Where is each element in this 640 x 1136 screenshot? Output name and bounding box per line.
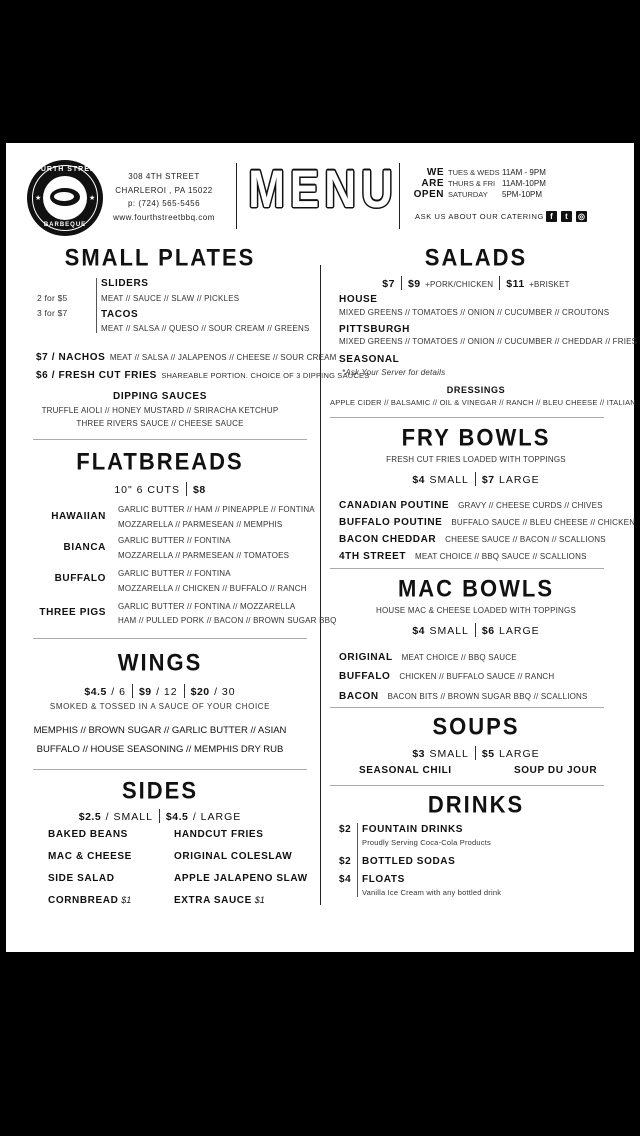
hours-time: 5PM-10PM [502, 190, 543, 199]
star-icon: ★ [35, 195, 42, 202]
flatbread-desc-2: HAM // PULLED PORK // BACON // BROWN SUGAR BBQ [118, 616, 337, 625]
combo-divider [96, 278, 97, 333]
price-separator [475, 623, 476, 637]
price-separator [184, 684, 185, 698]
restaurant-logo [27, 160, 103, 236]
instagram-icon[interactable]: ◎ [576, 211, 587, 222]
logo-top-text: FOURTH STREET [29, 166, 101, 173]
soups-price-small: $3 [412, 748, 426, 760]
mac-bowl-item [339, 686, 588, 704]
price-separator [159, 809, 160, 823]
drink-desc: Proudly Serving Coca-Cola Products [362, 838, 491, 847]
soup-seasonal-chili: SEASONAL CHILI [359, 765, 452, 776]
section-divider [33, 439, 307, 440]
side-item: APPLE JALAPENO SLAW [174, 873, 308, 884]
soups-price-large: $5 [481, 748, 495, 760]
wings-note: SMOKED & TOSSED IN A SAUCE OF YOUR CHOICE [49, 702, 271, 711]
sides-heading: SIDES [121, 776, 199, 805]
mac-bowls-size-small: SMALL [429, 625, 469, 637]
side-item: ORIGINAL COLESLAW [174, 851, 293, 862]
twitter-icon[interactable]: t [561, 211, 572, 222]
opening-hours [406, 167, 606, 200]
fry-bowl-item [339, 512, 635, 530]
salads-pork-note: +PORK/CHICKEN [425, 280, 494, 289]
catering-note: ASK US ABOUT OUR CATERING [415, 212, 544, 221]
fry-bowl-name: BUFFALO POUTINE [339, 517, 443, 528]
price-separator [132, 684, 133, 698]
soups-size-small: SMALL [429, 748, 469, 760]
mac-bowl-name: BACON [339, 691, 379, 702]
flatbread-desc-2: MOZZARELLA // PARMESEAN // MEMPHIS [118, 520, 283, 529]
address-block [110, 170, 218, 224]
nachos-row [36, 347, 337, 365]
side-item-name: CORNBREAD [48, 895, 119, 906]
fry-bowl-desc: BUFFALO SAUCE // BLEU CHEESE // CHICKEN [451, 518, 636, 527]
mac-bowls-price-large: $6 [481, 625, 495, 637]
fry-bowl-desc: GRAVY // CHEESE CURDS // CHIVES [458, 501, 603, 510]
salad-desc: MIXED GREENS // TOMATOES // ONION // CUCUMBER // CROUTONS [339, 308, 610, 317]
side-item-extra-sauce [174, 895, 265, 906]
salads-heading: SALADS [424, 243, 528, 272]
salad-desc: *Ask Your Server for details [342, 368, 446, 377]
wings-price-30: $20 [190, 686, 210, 698]
flatbreads-price: $8 [192, 484, 206, 496]
drink-price: $4 [339, 874, 352, 885]
side-item: MAC & CHEESE [48, 851, 132, 862]
hours-days: TUES & WEDS [448, 168, 500, 177]
combo-3-for-7: 3 for $7 [37, 308, 68, 318]
wings-qty-30: / 30 [214, 686, 236, 698]
flatbread-name: HAWAIIAN [51, 511, 106, 522]
salads-brisket-note: +BRISKET [529, 280, 570, 289]
fry-bowls-price-large: $7 [481, 474, 495, 486]
drink-name: FLOATS [362, 874, 405, 885]
salads-price-base: $7 [382, 278, 395, 290]
hours-days: THURS & FRI [448, 179, 496, 188]
flatbread-name: THREE PIGS [39, 607, 106, 618]
flatbread-desc-1: GARLIC BUTTER // FONTINA // MOZZARELLA [118, 602, 296, 611]
wings-qty-12: / 12 [156, 686, 178, 698]
wings-qty-6: / 6 [111, 686, 126, 698]
mac-bowls-price-row [330, 621, 622, 639]
side-item-price: $1 [254, 895, 265, 905]
fry-bowls-subtitle: FRESH CUT FRIES LOADED WITH TOPPINGS [386, 455, 566, 464]
side-item: BAKED BEANS [48, 829, 128, 840]
soup-du-jour: SOUP DU JOUR [514, 765, 598, 776]
mac-bowl-item [339, 647, 517, 665]
hours-label: WE [426, 167, 444, 178]
fry-bowl-item [339, 546, 587, 564]
hours-label: ARE [421, 178, 444, 189]
soups-size-large: LARGE [499, 748, 540, 760]
flatbreads-size: 10" 6 CUTS [114, 484, 180, 496]
fries-row [36, 365, 369, 383]
small-plates-heading: SMALL PLATES [64, 243, 256, 272]
drink-price: $2 [339, 824, 352, 835]
fry-bowls-size-small: SMALL [429, 474, 469, 486]
section-divider [330, 785, 604, 786]
mac-bowls-price-small: $4 [412, 625, 426, 637]
salad-name: HOUSE [339, 294, 378, 305]
tacos-name: TACOS [101, 309, 139, 320]
section-divider [330, 417, 604, 418]
price-separator [499, 276, 500, 290]
flatbread-desc-2: MOZZARELLA // CHICKEN // BUFFALO // RANCH [118, 584, 307, 593]
flatbreads-price-row [33, 480, 287, 498]
fry-bowl-desc: MEAT CHOICE // BBQ SAUCE // SCALLIONS [415, 552, 587, 561]
salads-price-pork: $9 [407, 278, 421, 290]
side-item-price: $1 [121, 895, 132, 905]
flatbread-desc-1: GARLIC BUTTER // FONTINA [118, 569, 231, 578]
mac-bowls-heading: MAC BOWLS [397, 574, 555, 603]
mac-bowls-size-large: LARGE [499, 625, 540, 637]
tacos-desc: MEAT // SALSA // QUESO // SOUR CREAM // GREENS [101, 324, 310, 333]
wings-sauces-2: BUFFALO // HOUSE SEASONING // MEMPHIS DRY RUB [36, 744, 284, 755]
mac-bowl-name: BUFFALO [339, 671, 391, 682]
flatbread-desc-1: GARLIC BUTTER // HAM // PINEAPPLE // FONTINA [118, 505, 315, 514]
address-phone: p: (724) 565-5456 [127, 199, 201, 208]
mac-bowl-desc: MEAT CHOICE // BBQ SAUCE [401, 653, 517, 662]
price-separator [475, 746, 476, 760]
drink-name: FOUNTAIN DRINKS [362, 824, 464, 835]
combo-2-for-5: 2 for $5 [37, 293, 68, 303]
header-divider [399, 163, 400, 229]
fries-desc: SHAREABLE PORTION. CHOICE OF 3 DIPPING SAUCES [161, 371, 370, 380]
side-item-name: EXTRA SAUCE [174, 895, 252, 906]
soups-price-row [330, 744, 622, 762]
drink-desc: Vanilla Ice Cream with any bottled drink [362, 888, 502, 897]
wings-price-row [33, 682, 287, 700]
wings-price-6: $4.5 [84, 686, 107, 698]
salad-name: PITTSBURGH [339, 324, 410, 335]
fry-bowls-price-small: $4 [412, 474, 426, 486]
fry-bowl-item [339, 495, 603, 513]
sides-price-row [33, 807, 287, 825]
fry-bowls-heading: FRY BOWLS [401, 423, 551, 452]
dipping-sauces-title: DIPPING SAUCES [113, 391, 207, 402]
flatbread-name: BIANCA [63, 542, 106, 553]
address-city: CHARLEROI , PA 15022 [115, 185, 213, 195]
menu-page [6, 143, 638, 952]
drink-price: $2 [339, 856, 352, 867]
dipping-sauces-line1: TRUFFLE AIOLI // HONEY MUSTARD // SRIRACHA KETCHUP [41, 406, 279, 415]
salads-price-brisket: $11 [506, 278, 525, 290]
sliders-desc: MEAT // SAUCE // SLAW // PICKLES [101, 294, 240, 303]
fry-bowl-desc: CHEESE SAUCE // BACON // SCALLIONS [445, 535, 606, 544]
salads-price-row [330, 274, 622, 292]
section-divider [33, 769, 307, 770]
drinks-heading: DRINKS [427, 790, 525, 819]
price-separator [475, 472, 476, 486]
mac-bowls-subtitle: HOUSE MAC & CHEESE LOADED WITH TOPPINGS [376, 606, 576, 615]
dressings-title: DRESSINGS [446, 385, 506, 395]
side-item: SIDE SALAD [48, 873, 115, 884]
mac-bowl-desc: CHICKEN // BUFFALO SAUCE // RANCH [399, 672, 555, 681]
hours-label: OPEN [413, 189, 444, 200]
mac-bowl-desc: BACON BITS // BROWN SUGAR BBQ // SCALLIONS [387, 692, 588, 701]
drink-name: BOTTLED SODAS [362, 856, 456, 867]
wings-heading: WINGS [117, 648, 203, 677]
wings-sauces-1: MEMPHIS // BROWN SUGAR // GARLIC BUTTER // ASIAN [33, 725, 287, 736]
fry-bowl-name: CANADIAN POUTINE [339, 500, 450, 511]
sliders-name: SLIDERS [101, 278, 149, 289]
mac-bowl-name: ORIGINAL [339, 652, 393, 663]
salad-name: SEASONAL [339, 354, 400, 365]
hours-days: SATURDAY [448, 190, 488, 199]
mac-bowl-item [339, 666, 554, 684]
sides-price-small: $2.5 [78, 811, 102, 823]
dressings-list: APPLE CIDER // BALSAMIC // OIL & VINEGAR // RANCH // BLEU CHEESE // ITALIAN [330, 398, 636, 407]
fry-bowls-price-row [330, 470, 622, 488]
salad-desc: MIXED GREENS // TOMATOES // ONION // CUCUMBER // CHEDDAR // FRIES [339, 337, 638, 346]
nachos-name: $7 / NACHOS [36, 352, 106, 363]
logo-bottom-text: BARBEQUE [43, 222, 87, 228]
address-website[interactable]: www.fourthstreetbbq.com [113, 212, 215, 222]
flatbreads-heading: FLATBREADS [76, 447, 244, 476]
sides-size-large: / LARGE [192, 811, 242, 823]
star-icon: ★ [89, 195, 96, 202]
flatbread-desc-2: MOZZARELLA // PARMESEAN // TOMATOES [118, 551, 290, 560]
wings-price-12: $9 [138, 686, 152, 698]
flatbread-name: BUFFALO [54, 573, 106, 584]
sides-price-large: $4.5 [165, 811, 189, 823]
soups-heading: SOUPS [432, 712, 520, 741]
fry-bowl-name: BACON CHEDDAR [339, 534, 437, 545]
section-divider [330, 707, 604, 708]
sides-size-small: / SMALL [105, 811, 153, 823]
drinks-divider [357, 823, 358, 897]
hours-time: 11AM-10PM [502, 179, 546, 188]
price-separator [401, 276, 402, 290]
section-divider [330, 568, 604, 569]
fry-bowl-item [339, 529, 606, 547]
dipping-sauces-line2: THREE RIVERS SAUCE // CHEESE SAUCE [76, 419, 244, 428]
nachos-desc: MEAT // SALSA // JALAPENOS // CHEESE // SOUR CREAM [109, 353, 337, 362]
facebook-icon[interactable]: f [546, 211, 557, 222]
pig-icon [50, 188, 80, 206]
section-divider [33, 638, 307, 639]
price-separator [186, 482, 187, 496]
flatbread-desc-1: GARLIC BUTTER // FONTINA [118, 536, 231, 545]
side-item: HANDCUT FRIES [174, 829, 264, 840]
fry-bowls-size-large: LARGE [499, 474, 540, 486]
address-street: 308 4TH STREET [128, 172, 200, 181]
menu-title: MENU [248, 160, 398, 219]
fries-name: $6 / FRESH CUT FRIES [36, 370, 157, 381]
header-divider [236, 163, 237, 229]
hours-time: 11AM - 9PM [502, 168, 546, 177]
side-item-cornbread [48, 895, 131, 906]
fry-bowl-name: 4TH STREET [339, 551, 407, 562]
